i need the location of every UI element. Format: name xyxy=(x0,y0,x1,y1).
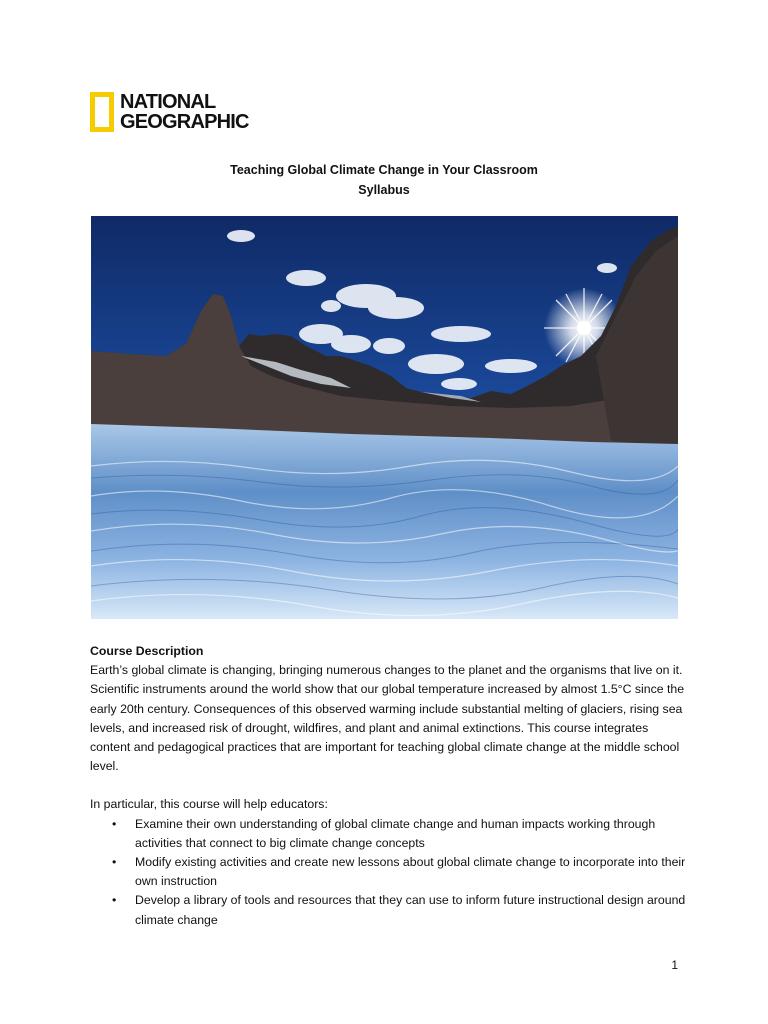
bullet-icon: • xyxy=(112,816,117,831)
list-item-text: Develop a library of tools and resources that they can use to inform future instructional design around climate change xyxy=(135,893,686,927)
list-item xyxy=(90,891,690,929)
document-subtitle: Syllabus xyxy=(358,183,410,197)
list-item-text: Examine their own understanding of global climate change and human impacts working through activities that connect to big climate change concepts xyxy=(135,816,656,850)
list-item xyxy=(90,815,690,853)
page-number: 1 xyxy=(671,958,678,972)
list-item xyxy=(90,853,690,891)
course-description-heading: Course Description xyxy=(90,644,204,658)
course-description-paragraph: Earth’s global climate is changing, bringing numerous changes to the planet and the organisms that live on it. Scientific instruments around the world show that our global temperature increased by almost 1.5°C since the early 20th century. Consequences of this observed warming include substantial melting of glaciers, rising sea levels, and increased risk of drought, wildfires, and plant and animal extinctions. This course integrates content and pedagogical practices that are important for teaching global climate change at the middle school level. xyxy=(90,663,685,774)
logo-wordmark xyxy=(120,92,249,132)
course-description-section xyxy=(90,642,690,930)
logo-line-2: GEOGRAPHIC xyxy=(120,111,249,133)
yellow-border-icon xyxy=(90,92,114,132)
logo-line-1: NATIONAL xyxy=(120,91,216,113)
course-goals-list xyxy=(90,815,690,930)
bullet-icon: • xyxy=(112,893,117,908)
document-title: Teaching Global Climate Change in Your Classroom xyxy=(230,163,538,177)
list-item-text: Modify existing activities and create new lessons about global climate change to incorporate into their own instruction xyxy=(135,855,686,889)
bullet-icon: • xyxy=(112,855,117,870)
paragraph-spacer xyxy=(90,776,690,795)
course-goals-intro: In particular, this course will help educators: xyxy=(90,797,328,812)
document-title-block xyxy=(0,160,768,200)
hero-photo-frozen-lake xyxy=(91,216,678,619)
landscape-illustration xyxy=(91,216,678,619)
national-geographic-logo xyxy=(90,92,249,132)
